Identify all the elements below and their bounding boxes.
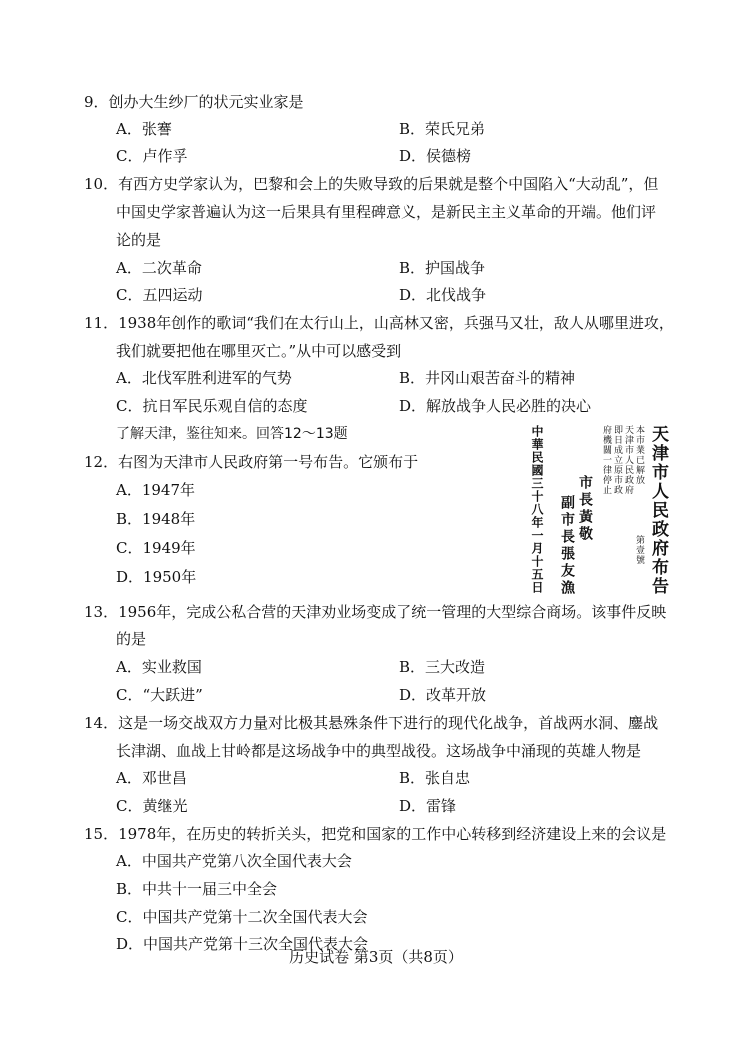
question-10-option-d[interactable]: D．北伐战争 [399,286,487,304]
notice-signature-deputy: 副市長張友漁 [559,495,575,597]
question-13-option-b[interactable]: B．三大改造 [399,658,486,676]
question-14-stem-line-2: 长津湖、血战上甘岭都是这场战争中的典型战役。这场战争中涌现的英雄人物是 [116,742,642,760]
notice-image [531,425,666,595]
question-10-option-b[interactable]: B．护国战争 [399,259,486,277]
notice-body-col-1: 本市業已解放 [634,425,644,485]
question-14-option-a[interactable]: A．邓世昌 [116,769,187,787]
notice-number: 第壹號 [634,535,644,565]
page-footer: 历史试卷 第3页（共8页） [289,948,463,966]
question-11-option-b[interactable]: B．井冈山艰苦奋斗的精神 [399,369,576,387]
question-12-option-a[interactable]: A．1947年 [116,481,196,499]
notice-body-col-3: 即日成立原市政 [612,425,622,495]
question-10-stem-line-3: 论的是 [116,231,162,249]
question-10-option-a[interactable]: A．二次革命 [116,259,202,277]
question-9-option-b[interactable]: B．荣氏兄弟 [399,120,486,138]
question-14-option-b[interactable]: B．张自忠 [399,769,471,787]
notice-body-col-4: 府機關一律停止 [601,425,611,495]
question-13-option-d[interactable]: D．改革开放 [399,686,487,704]
question-10-stem-line-2: 中国史学家普遍认为这一后果具有里程碑意义，是新民主主义革命的开端。他们评 [116,203,657,221]
question-11-stem-line-1: 11．1938年创作的歌词“我们在太行山上，山高林又密，兵强马又壮，敌人从哪里进攻， [84,314,674,332]
question-9-option-c[interactable]: C．卢作孚 [116,147,188,165]
question-9-option-d[interactable]: D．侯德榜 [399,147,472,165]
question-15-option-a[interactable]: A．中国共产党第八次全国代表大会 [116,852,352,870]
question-15-stem: 15．1978年，在历史的转折关头，把党和国家的工作中心转移到经济建设上来的会议是 [84,825,667,843]
question-15-option-c[interactable]: C．中国共产党第十二次全国代表大会 [116,908,368,926]
question-11-option-a[interactable]: A．北伐军胜利进军的气势 [116,369,292,387]
notice-date: 中華民國三十八年一月十五日 [530,425,544,594]
notice-signature-mayor: 市長黃敬 [577,475,593,543]
notice-title: 天津市人民政府布告 [648,425,668,596]
question-13-option-c[interactable]: C．“大跃进” [116,686,203,704]
notice-body-col-2: 天津市人民政府 [623,425,633,495]
question-14-option-d[interactable]: D．雷锋 [399,797,457,815]
question-12-option-c[interactable]: C．1949年 [116,539,196,557]
question-9-option-a[interactable]: A．张謇 [116,120,172,138]
question-12-option-d[interactable]: D．1950年 [116,568,197,586]
section-intro: 了解天津，鉴往知来。回答12～13题 [116,426,348,442]
question-11-stem-line-2: 我们就要把他在哪里灭亡。”从中可以感受到 [116,342,402,360]
question-12-option-b[interactable]: B．1948年 [116,510,196,528]
question-13-option-a[interactable]: A．实业救国 [116,658,202,676]
question-10-option-c[interactable]: C．五四运动 [116,286,203,304]
question-11-option-c[interactable]: C．抗日军民乐观自信的态度 [116,397,308,415]
question-13-stem-line-1: 13．1956年，完成公私合营的天津劝业场变成了统一管理的大型综合商场。该事件反映 [84,603,667,621]
question-14-option-c[interactable]: C．黄继光 [116,797,188,815]
question-12-stem: 12．右图为天津市人民政府第一号布告。它颁布于 [84,453,419,471]
question-13-stem-line-2: 的是 [116,630,147,648]
question-9-stem: 9．创办大生纱厂的状元实业家是 [84,93,304,111]
question-14-stem-line-1: 14．这是一场交战双方力量对比极其悬殊条件下进行的现代化战争，首战两水洞、鏖战 [84,714,659,732]
question-10-stem-line-1: 10．有西方史学家认为，巴黎和会上的失败导致的后果就是整个中国陷入“大动乱”，但 [84,175,659,193]
question-15-option-b[interactable]: B．中共十一届三中全会 [116,880,278,898]
question-11-option-d[interactable]: D．解放战争人民必胜的决心 [399,397,592,415]
question-15-option-d[interactable]: D．中国共产党第十三次全国代表大会 [116,935,369,953]
